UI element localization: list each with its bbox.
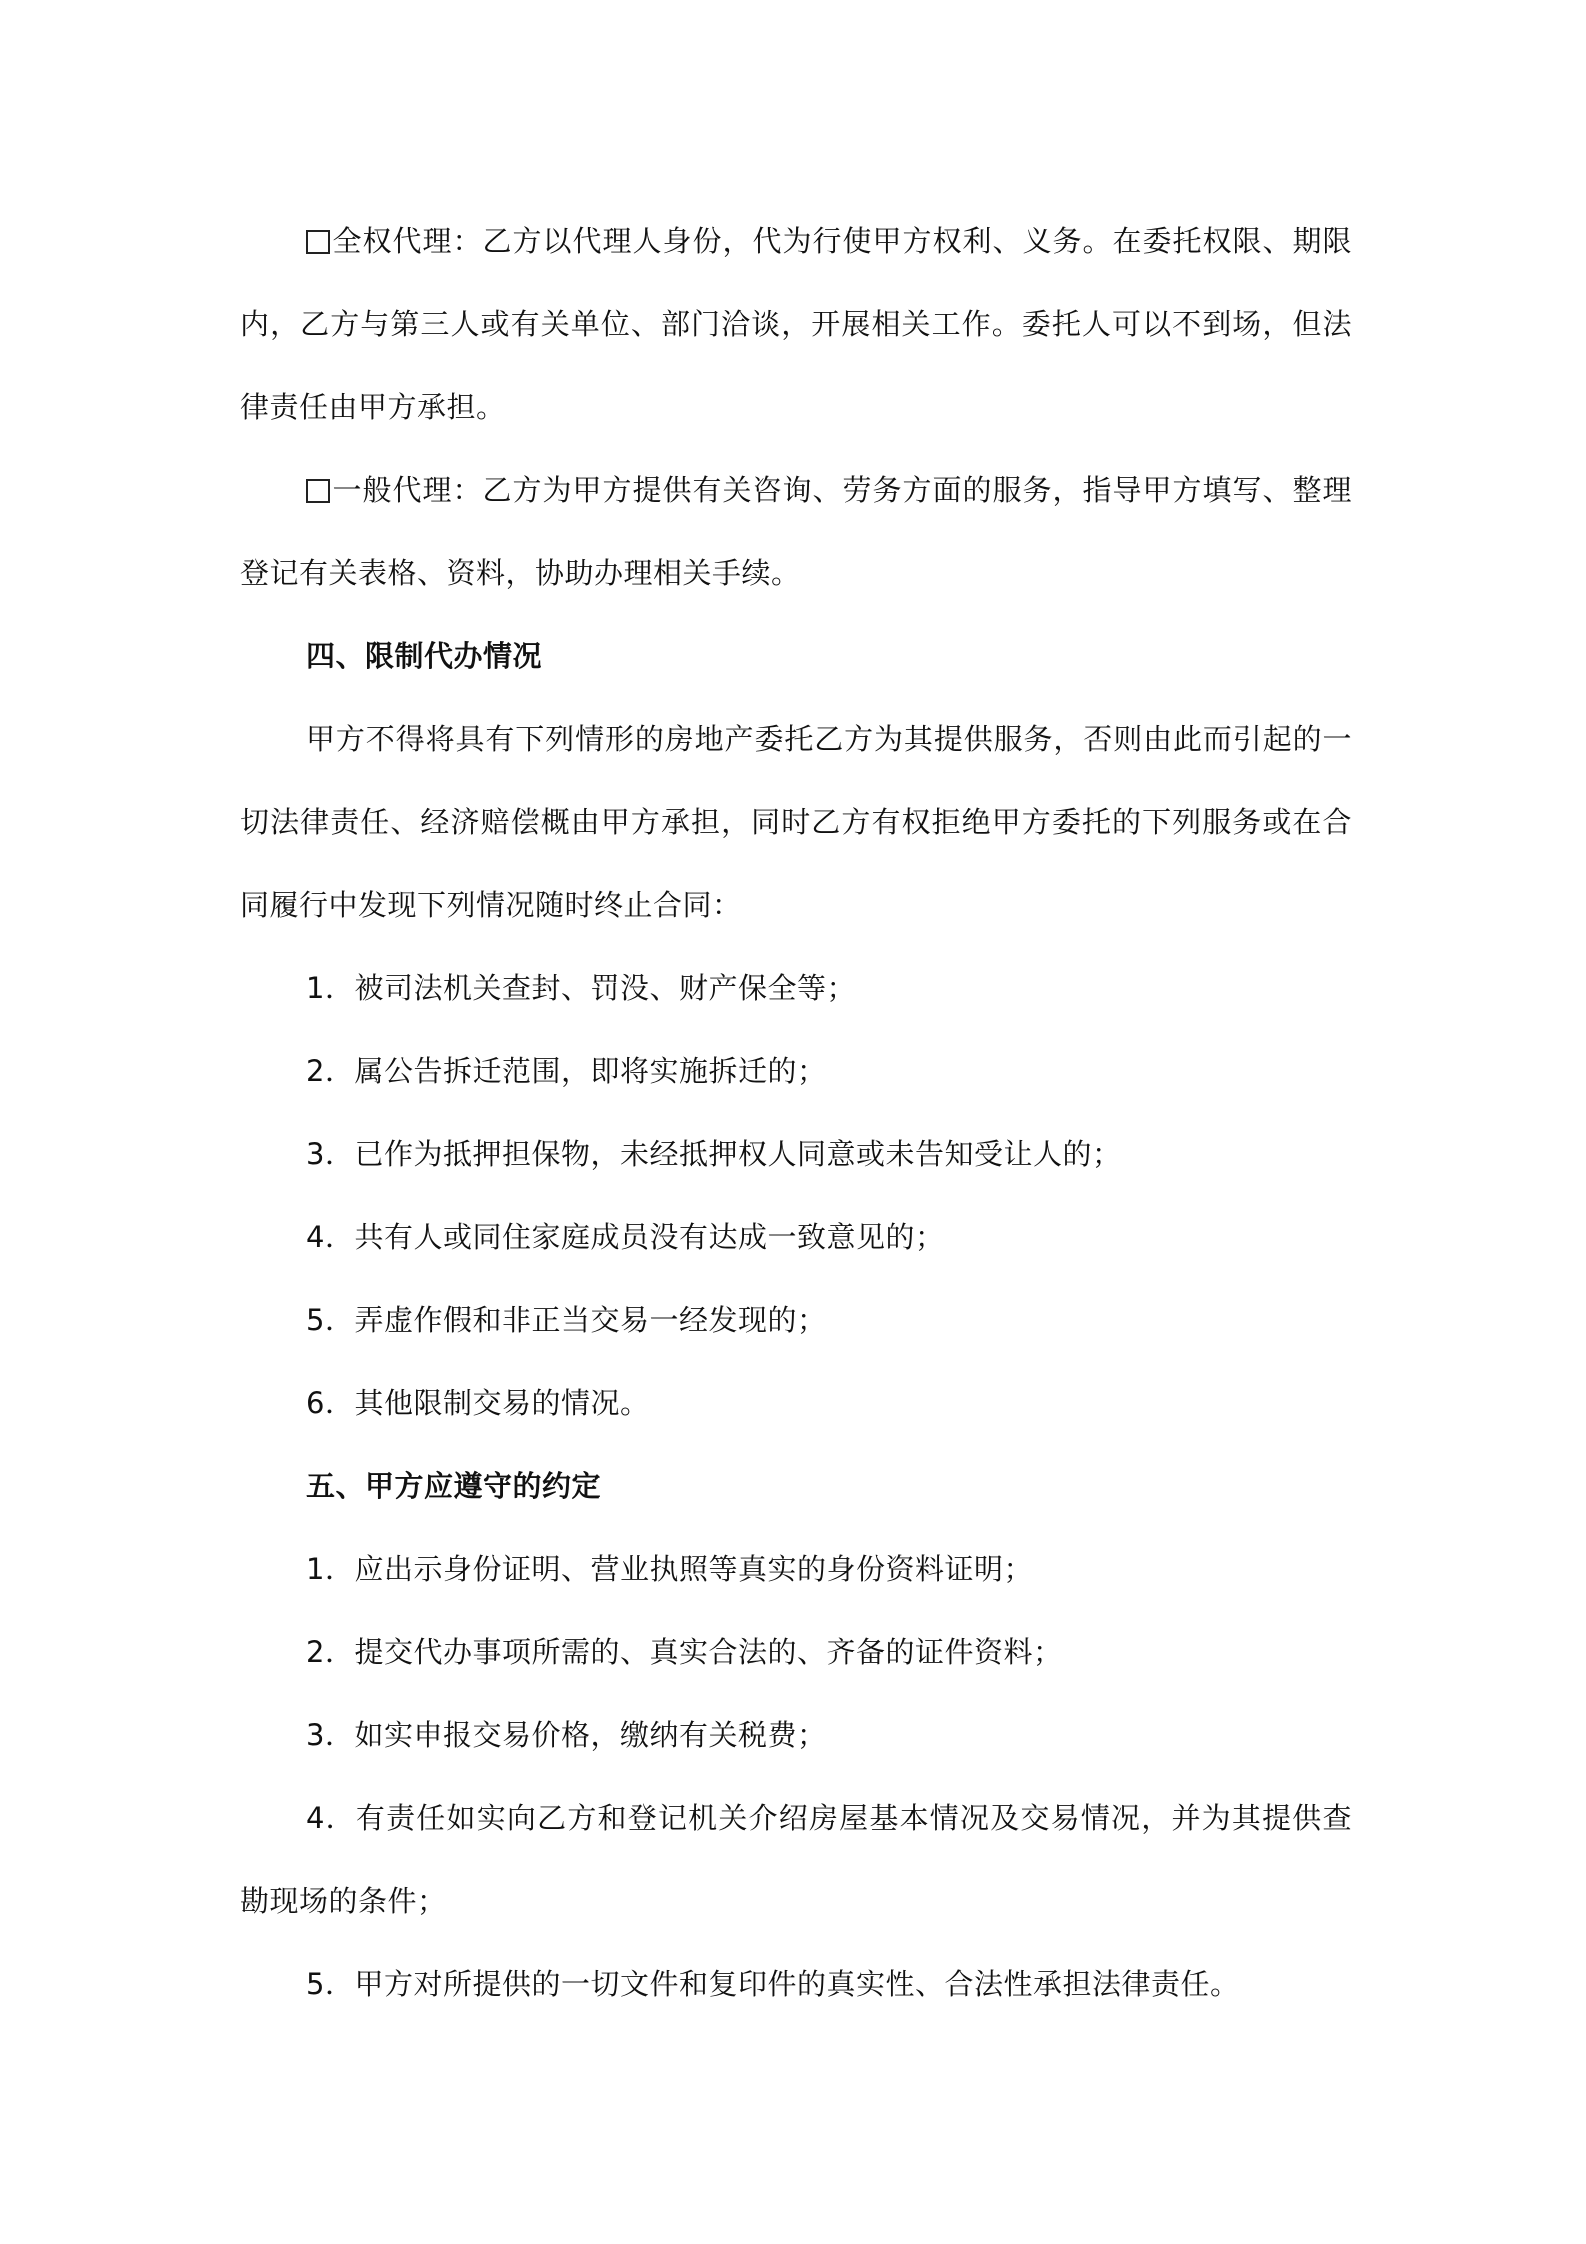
section-4-item-5: 5．弄虚作假和非正当交易一经发现的； (306, 1303, 827, 1337)
section-4-heading: 四、限制代办情况 (306, 639, 543, 673)
section-5-heading: 五、甲方应遵守的约定 (306, 1469, 602, 1503)
section-5-item-5: 5．甲方对所提供的一切文件和复印件的真实性、合法性承担法律责任。 (306, 1967, 1240, 2001)
section-5-item-3: 3．如实申报交易价格，缴纳有关税费； (306, 1718, 827, 1752)
option-full-agency (240, 200, 1352, 449)
checkbox-general-agency[interactable] (306, 479, 330, 503)
option-general-agency (240, 449, 1352, 615)
option-general-agency-text: 一般代理：乙方为甲方提供有关咨询、劳务方面的服务，指导甲方填写、整理登记有关表格、资料，协助办理相关手续。 (240, 473, 1352, 590)
checkbox-full-agency[interactable] (306, 230, 330, 254)
section-4-item-4: 4．共有人或同住家庭成员没有达成一致意见的； (306, 1220, 945, 1254)
section-4-intro: 甲方不得将具有下列情形的房地产委托乙方为其提供服务，否则由此而引起的一切法律责任、经济赔偿概由甲方承担，同时乙方有权拒绝甲方委托的下列服务或在合同履行中发现下列情况随时终止合同： (240, 722, 1352, 922)
section-4-item-6: 6．其他限制交易的情况。 (306, 1386, 650, 1420)
section-4-item-3: 3．已作为抵押担保物，未经抵押权人同意或未告知受让人的； (306, 1137, 1122, 1171)
section-5-item-2: 2．提交代办事项所需的、真实合法的、齐备的证件资料； (306, 1635, 1063, 1669)
section-5-item-1: 1．应出示身份证明、营业执照等真实的身份资料证明； (306, 1552, 1033, 1586)
option-full-agency-text: 全权代理：乙方以代理人身份，代为行使甲方权利、义务。在委托权限、期限内，乙方与第三人或有关单位、部门洽谈，开展相关工作。委托人可以不到场，但法律责任由甲方承担。 (240, 224, 1352, 424)
document-body (240, 200, 1352, 2026)
section-4-item-2: 2．属公告拆迁范围，即将实施拆迁的； (306, 1054, 827, 1088)
section-5-item-4: 4．有责任如实向乙方和登记机关介绍房屋基本情况及交易情况，并为其提供查勘现场的条件； (240, 1801, 1352, 1918)
section-4-item-1: 1．被司法机关查封、罚没、财产保全等； (306, 971, 856, 1005)
